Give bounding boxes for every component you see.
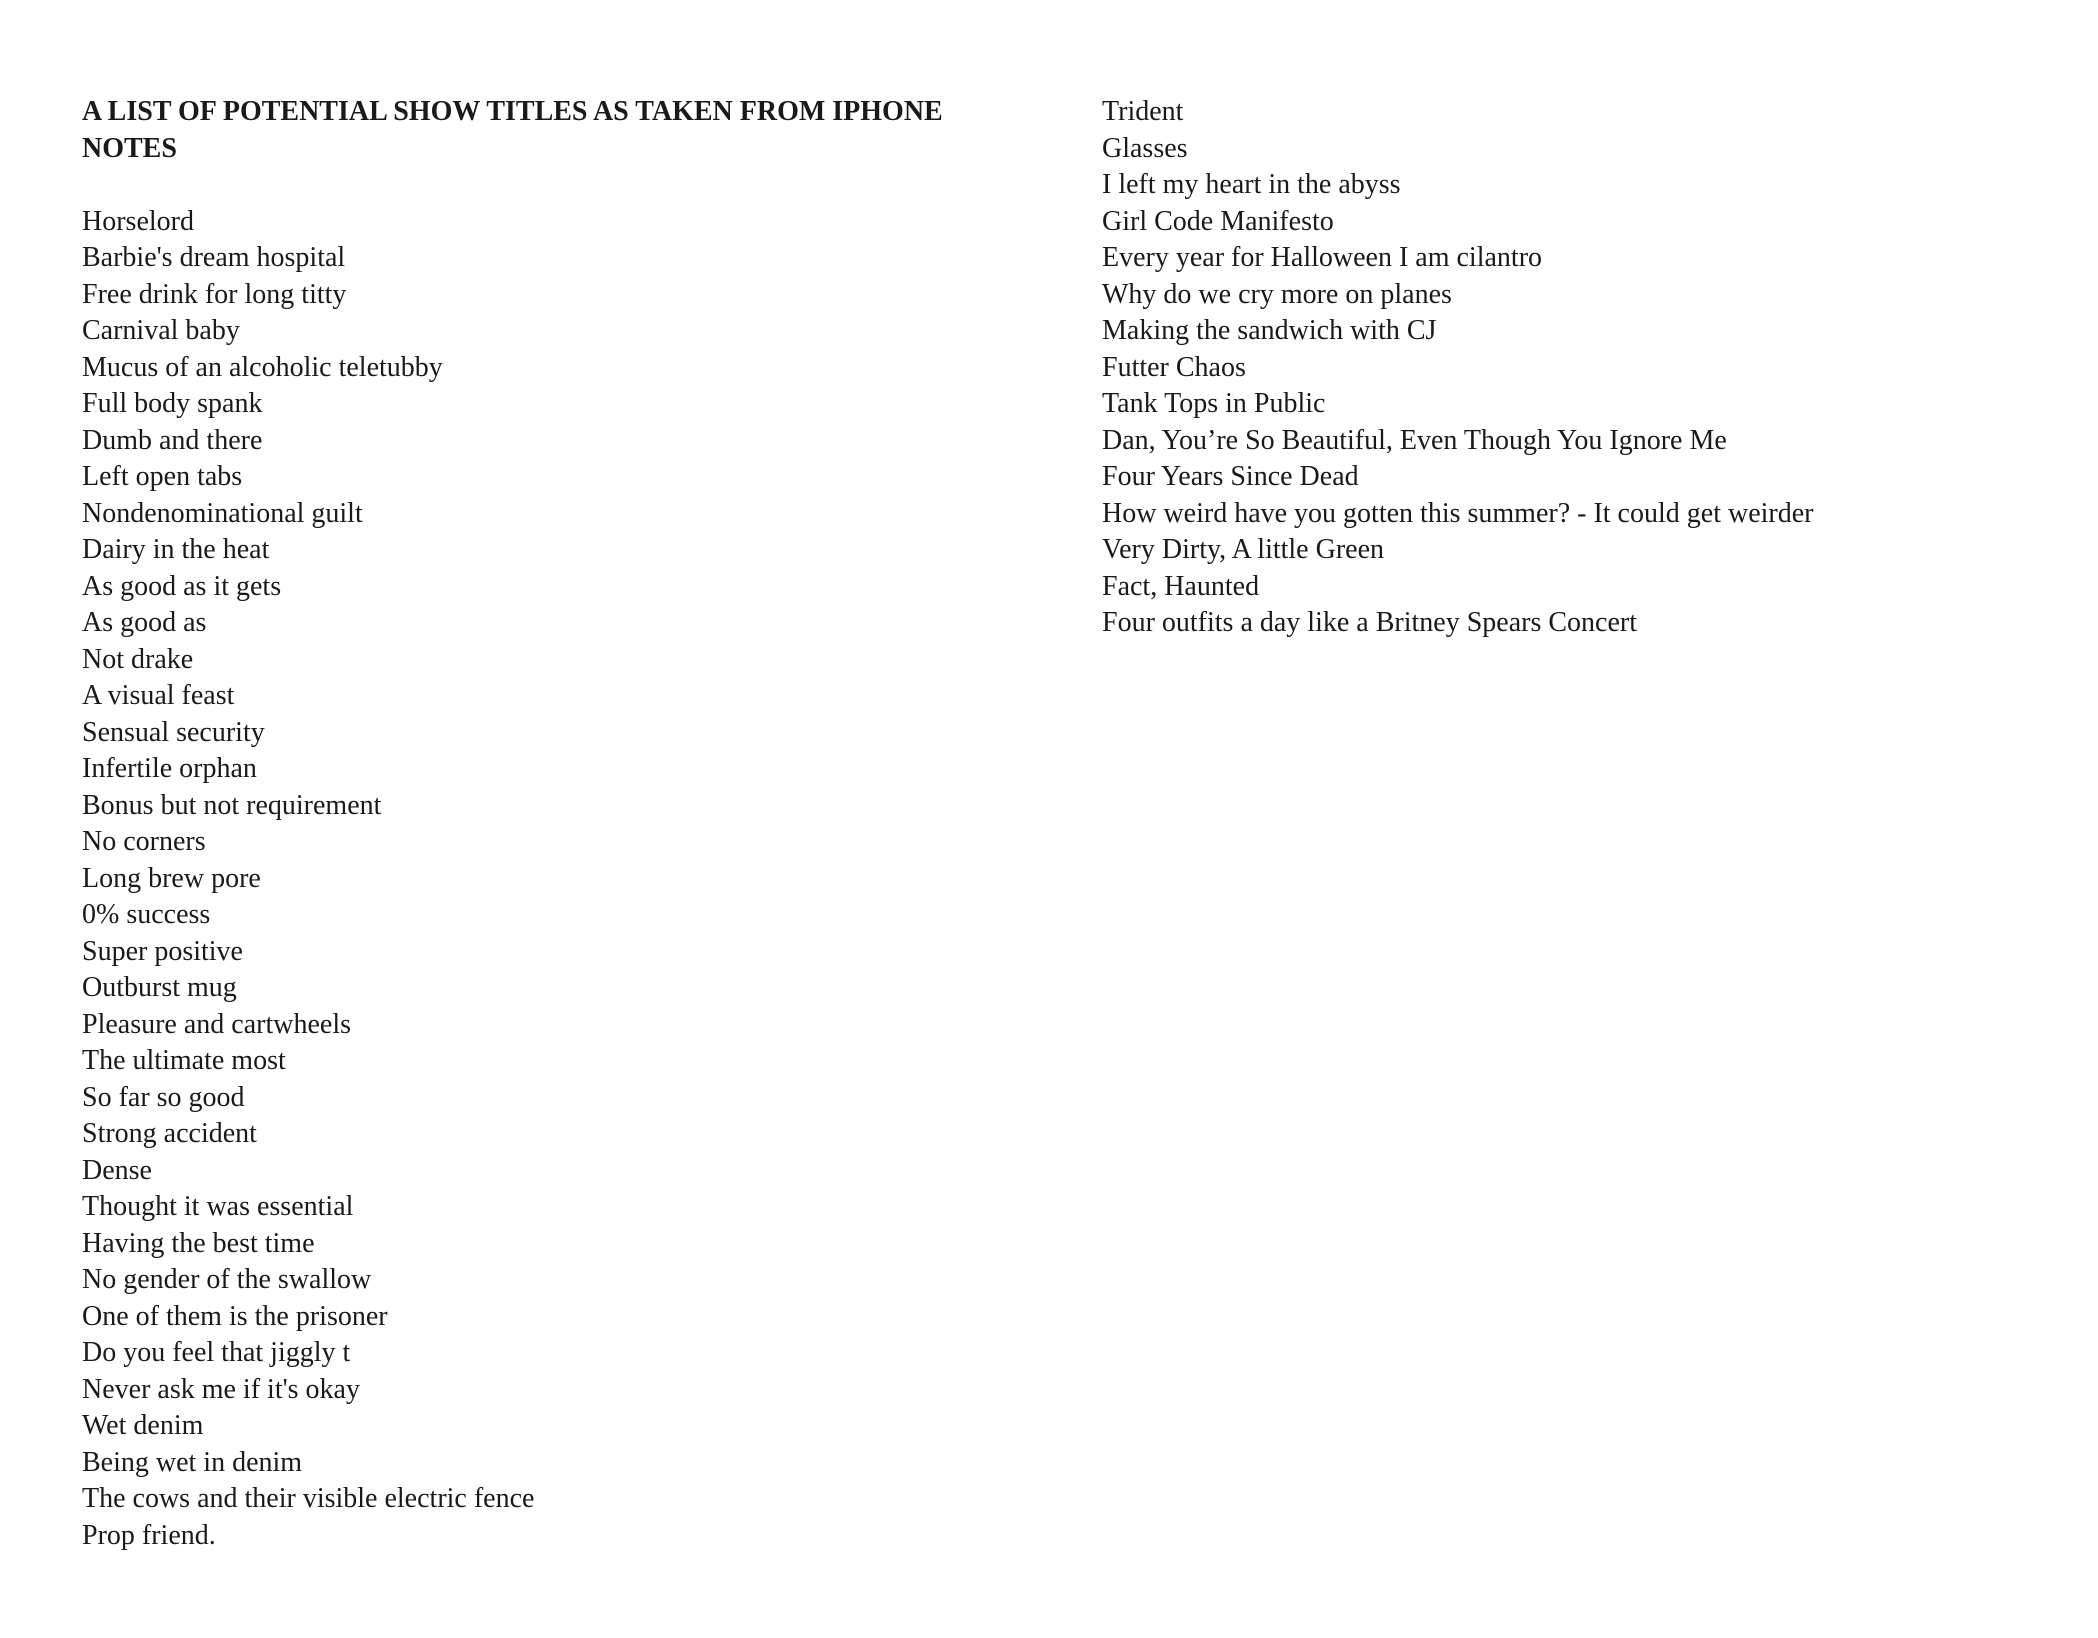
left-title-list <box>82 204 982 1555</box>
show-title-item: Bonus but not requirement <box>82 789 382 821</box>
show-title-item: Carnival baby <box>82 315 240 346</box>
show-title-item: I left my heart in the abyss <box>1102 169 1401 200</box>
show-title-item: Four outfits a day like a Britney Spears Concert <box>1102 607 1637 638</box>
show-title-item: Left open tabs <box>82 461 243 492</box>
heading-line-1: A LIST OF POTENTIAL SHOW TITLES AS TAKEN FROM IPHONE <box>82 96 943 127</box>
show-title-item: Having the best time <box>82 1227 315 1259</box>
show-title-item: Not drake <box>82 643 194 675</box>
show-title-item: Full body spank <box>82 388 263 419</box>
show-title-item: One of them is the prisoner <box>82 1300 388 1332</box>
show-title-item: Infertile orphan <box>82 753 257 784</box>
show-title-item: Mucus of an alcoholic teletubby <box>82 351 443 383</box>
show-title-item: Glasses <box>1102 132 1188 164</box>
show-title-item: Being wet in denim <box>82 1446 303 1478</box>
show-title-item: Very Dirty, A little Green <box>1102 534 1385 565</box>
show-title-item: Wet denim <box>82 1410 204 1441</box>
right-column <box>1102 94 2002 642</box>
show-title-item: No gender of the swallow <box>82 1264 372 1295</box>
show-title-item: A visual feast <box>82 680 235 711</box>
show-title-item: Horselord <box>82 205 194 237</box>
show-title-item: Outburst mug <box>82 972 237 1003</box>
show-title-item: Long brew pore <box>82 862 261 894</box>
heading-line-2: NOTES <box>82 132 177 164</box>
show-title-item: Making the sandwich with CJ <box>1102 315 1437 346</box>
show-title-item: Futter Chaos <box>1102 351 1246 383</box>
show-title-item: Nondenominational guilt <box>82 497 363 529</box>
show-title-item: 0% success <box>82 899 211 930</box>
show-title-item: Pleasure and cartwheels <box>82 1008 351 1040</box>
show-title-item: Strong accident <box>82 1118 257 1149</box>
right-title-list <box>1102 94 2002 642</box>
show-title-item: Trident <box>1102 96 1184 127</box>
document-heading <box>82 94 982 167</box>
show-title-item: Never ask me if it's okay <box>82 1373 360 1405</box>
show-title-item: Free drink for long titty <box>82 278 347 310</box>
show-title-item: Fact, Haunted <box>1102 570 1260 602</box>
show-title-item: Super positive <box>82 935 243 967</box>
show-title-item: Dan, You’re So Beautiful, Even Though You Ignore Me <box>1102 424 1727 456</box>
show-title-item: Dense <box>82 1154 152 1186</box>
show-title-item: Dairy in the heat <box>82 534 270 565</box>
show-title-item: So far so good <box>82 1081 245 1113</box>
show-title-item: The cows and their visible electric fence <box>82 1483 535 1514</box>
show-title-item: As good as <box>82 607 207 638</box>
left-column <box>82 94 982 1554</box>
show-title-item: Thought it was essential <box>82 1191 354 1222</box>
show-title-item: Sensual security <box>82 716 265 748</box>
show-title-item: As good as it gets <box>82 570 282 602</box>
show-title-item: Tank Tops in Public <box>1102 388 1326 419</box>
show-title-item: The ultimate most <box>82 1045 286 1076</box>
show-title-item: How weird have you gotten this summer? - It could get weirder <box>1102 497 1814 529</box>
show-title-item: Prop friend. <box>82 1519 216 1551</box>
show-title-item: Girl Code Manifesto <box>1102 205 1334 237</box>
show-title-item: No corners <box>82 826 206 857</box>
show-title-item: Dumb and there <box>82 424 263 456</box>
show-title-item: Why do we cry more on planes <box>1102 278 1452 310</box>
show-title-item: Do you feel that jiggly t <box>82 1337 351 1368</box>
show-title-item: Every year for Halloween I am cilantro <box>1102 242 1543 273</box>
show-title-item: Barbie's dream hospital <box>82 242 346 273</box>
show-title-item: Four Years Since Dead <box>1102 461 1359 492</box>
